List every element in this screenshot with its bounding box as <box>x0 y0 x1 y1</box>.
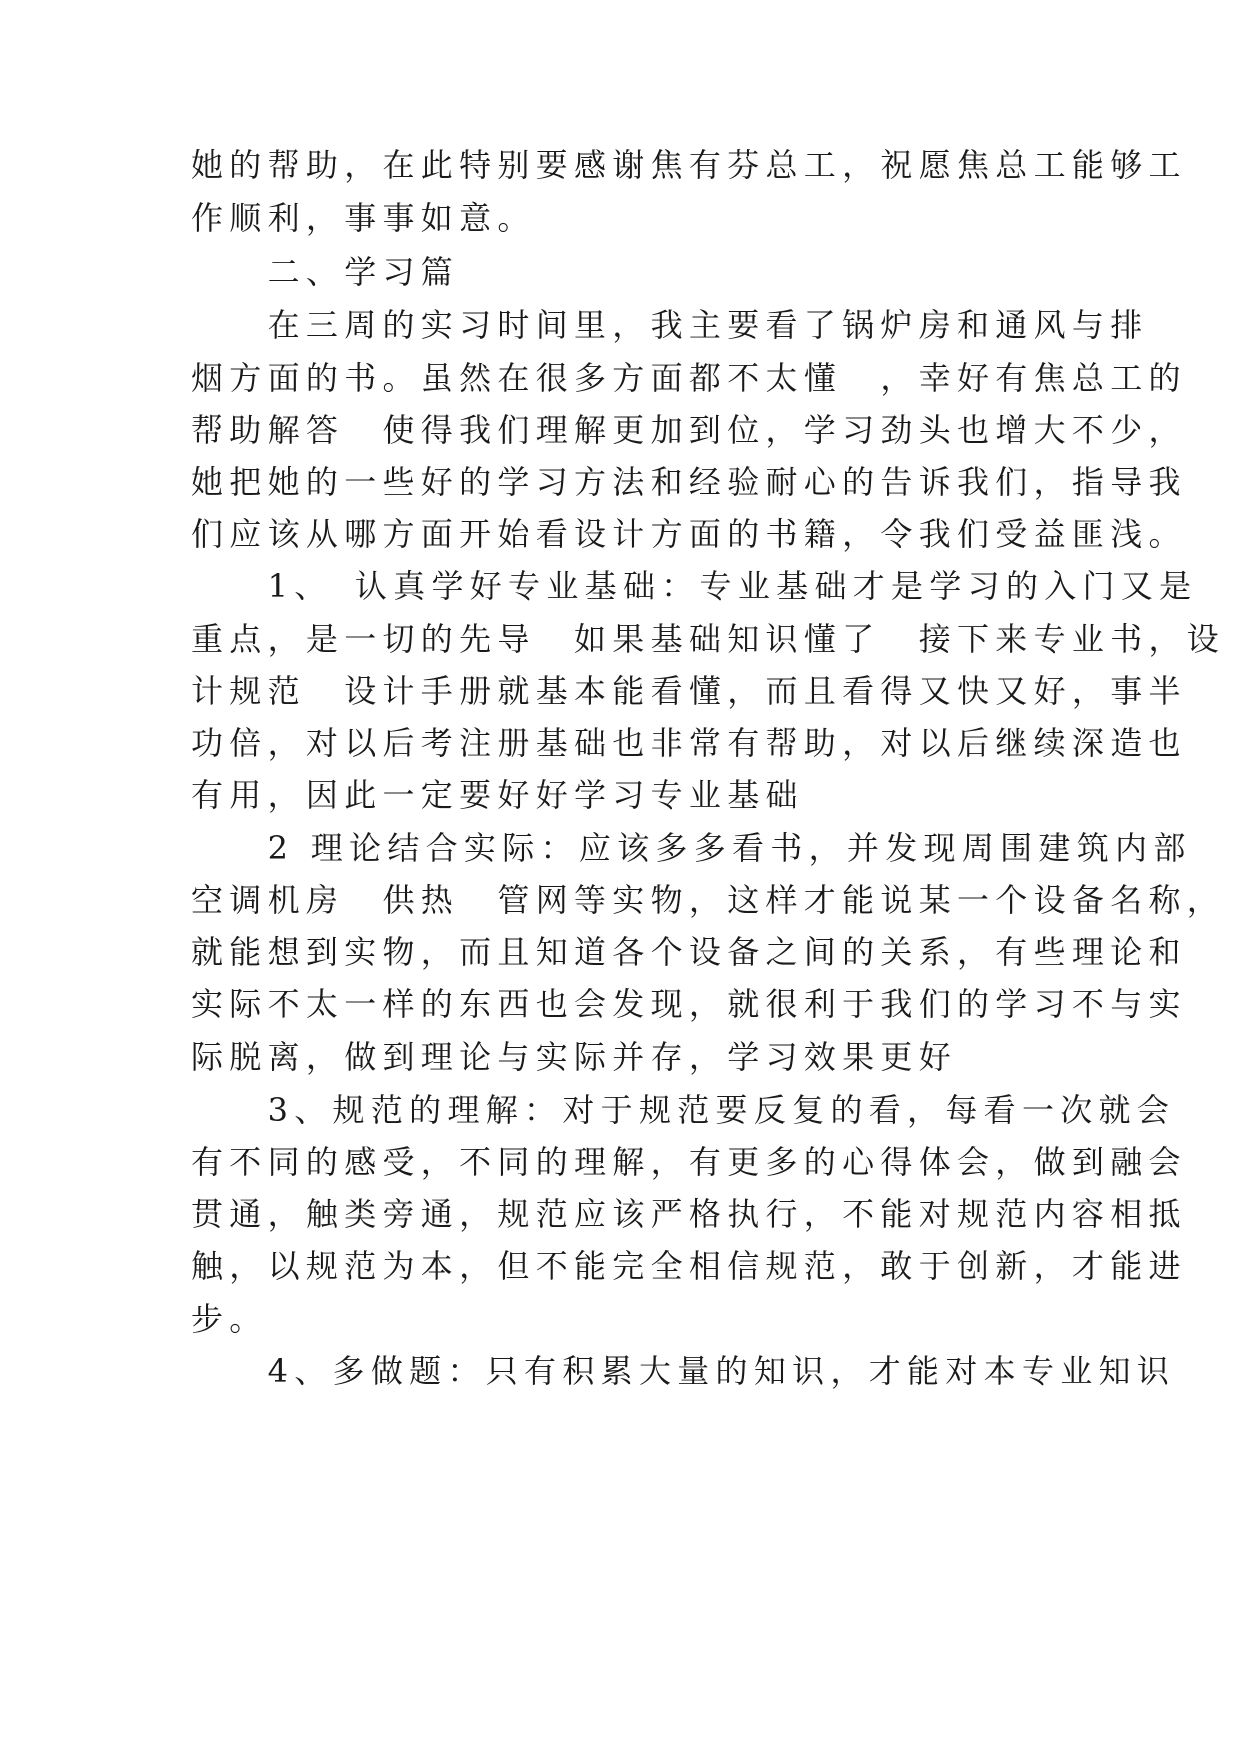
section-heading: 二、学习篇 <box>191 253 460 291</box>
text-line: 就能想到实物，而且知道各个设备之间的关系，有些理论和 <box>191 933 1187 971</box>
text-line: 有用，因此一定要好好学习专业基础 <box>191 776 804 814</box>
text-line: 空调机房 供热 管网等实物，这样才能说某一个设备名称， <box>191 881 1226 919</box>
text-line: 计规范 设计手册就基本能看懂，而且看得又快又好，事半 <box>191 672 1187 710</box>
text-line: 贯通，触类旁通，规范应该严格执行，不能对规范内容相抵 <box>191 1195 1187 1233</box>
text-line: 有不同的感受，不同的理解，有更多的心得体会，做到融会 <box>191 1143 1187 1181</box>
text-line: 步。 <box>191 1300 268 1338</box>
text-line: 际脱离，做到理论与实际并存，学习效果更好 <box>191 1038 958 1076</box>
text-line: 作顺利，事事如意。 <box>191 199 536 237</box>
text-line: 烟方面的书。虽然在很多方面都不太懂 ，幸好有焦总工的 <box>191 359 1187 397</box>
text-line: 在三周的实习时间里，我主要看了锅炉房和通风与排 <box>191 306 1149 344</box>
text-line: 她的帮助，在此特别要感谢焦有芬总工，祝愿焦总工能够工 <box>191 146 1187 184</box>
text-line: 实际不太一样的东西也会发现，就很利于我们的学习不与实 <box>191 985 1187 1023</box>
text-line: 触，以规范为本，但不能完全相信规范，敢于创新，才能进 <box>191 1247 1187 1285</box>
text-line: 1、 认真学好专业基础：专业基础才是学习的入门又是 <box>191 567 1198 605</box>
text-line: 2 理论结合实际：应该多多看书，并发现周围建筑内部 <box>191 829 1192 867</box>
text-line: 重点，是一切的先导 如果基础知识懂了 接下来专业书，设 <box>191 620 1226 658</box>
text-line: 3、规范的理解：对于规范要反复的看，每看一次就会 <box>191 1091 1176 1129</box>
text-line: 4、多做题：只有积累大量的知识，才能对本专业知识 <box>191 1352 1176 1390</box>
text-line: 们应该从哪方面开始看设计方面的书籍，令我们受益匪浅。 <box>191 515 1187 553</box>
text-line: 她把她的一些好的学习方法和经验耐心的告诉我们，指导我 <box>191 463 1187 501</box>
text-line: 功倍，对以后考注册基础也非常有帮助，对以后继续深造也 <box>191 724 1187 762</box>
text-line: 帮助解答 使得我们理解更加到位，学习劲头也增大不少， <box>191 411 1187 449</box>
